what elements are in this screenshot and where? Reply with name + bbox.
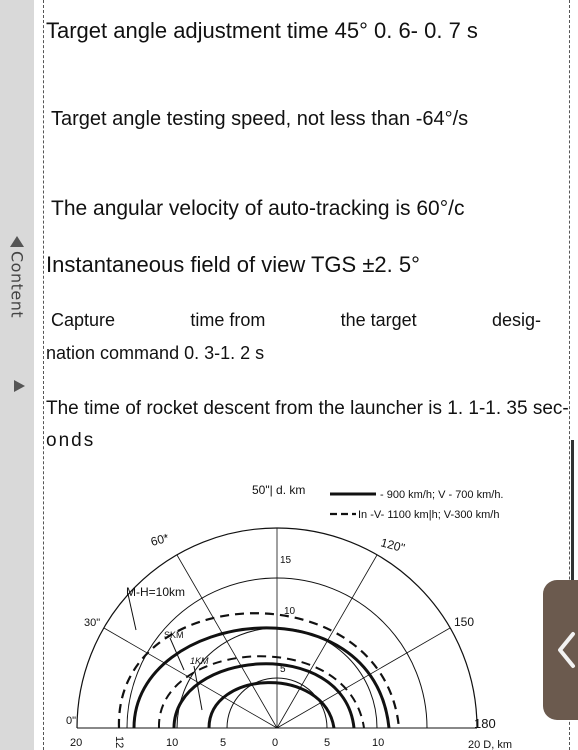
spec-line: nation command 0. 3-1. 2 s xyxy=(46,343,265,363)
bottom-tick: 0 xyxy=(272,737,279,749)
legend-solid-label: - 900 km/h; V - 700 km/h. xyxy=(380,489,504,501)
angle-label: 30" xyxy=(84,617,101,629)
bottom-tick: 12 xyxy=(113,736,125,749)
chevron-left-icon xyxy=(555,630,577,670)
angle-label: 60* xyxy=(149,530,171,549)
altitude-label: SKM xyxy=(164,630,184,640)
kill-zone-diagram xyxy=(44,470,544,750)
bottom-tick: 20 xyxy=(70,737,83,749)
expand-right-icon[interactable] xyxy=(14,380,25,392)
spec-line: The angular velocity of auto-tracking is 60°/c xyxy=(51,197,465,220)
angle-label: 150 xyxy=(454,615,475,629)
word: time from xyxy=(190,310,266,330)
spec-line: Target angle adjustment time 45° 0. 6- 0. 7 s xyxy=(46,18,478,43)
scrollbar[interactable] xyxy=(571,440,574,590)
altitude-label: 1KM xyxy=(190,656,209,666)
legend-dashed-label: In -V- 1100 km|h; V-300 km/h xyxy=(358,509,500,521)
altitude-label: M-H=10km xyxy=(126,585,186,599)
axis-label-distance: 50"| d. km xyxy=(252,483,306,497)
word: desig- xyxy=(491,310,541,330)
word: the target xyxy=(340,310,417,330)
collapse-up-icon xyxy=(10,236,24,247)
word: Capture xyxy=(51,310,116,330)
page-nav-handle[interactable] xyxy=(543,580,578,720)
content-tab-label: Content xyxy=(7,251,27,319)
spec-line-justified xyxy=(51,310,541,331)
vertical-tick: 5 xyxy=(280,664,286,675)
spec-line: Target angle testing speed, not less than -64°/s xyxy=(51,108,469,130)
vertical-tick: 15 xyxy=(280,555,292,566)
bottom-tick: 5 xyxy=(220,737,227,749)
spec-line: The time of rocket descent from the launcher is 1. 1-1. 35 sec- xyxy=(46,398,569,419)
diagram-arcs xyxy=(77,494,477,728)
spec-line: Instantaneous field of view TGS ±2. 5° xyxy=(46,252,420,277)
sidebar xyxy=(0,0,34,750)
distance-axis-label: 20 D, km xyxy=(468,739,513,750)
bottom-tick: 10 xyxy=(166,737,179,749)
spec-line: onds xyxy=(46,430,96,451)
angle-label: 180 xyxy=(474,716,496,731)
bottom-tick: 10 xyxy=(372,737,385,749)
bottom-tick: 5 xyxy=(324,737,331,749)
angle-label: 120" xyxy=(379,535,407,556)
angle-label: 0" xyxy=(66,715,77,727)
content-tab[interactable] xyxy=(6,236,28,332)
vertical-tick: 10 xyxy=(284,606,296,617)
